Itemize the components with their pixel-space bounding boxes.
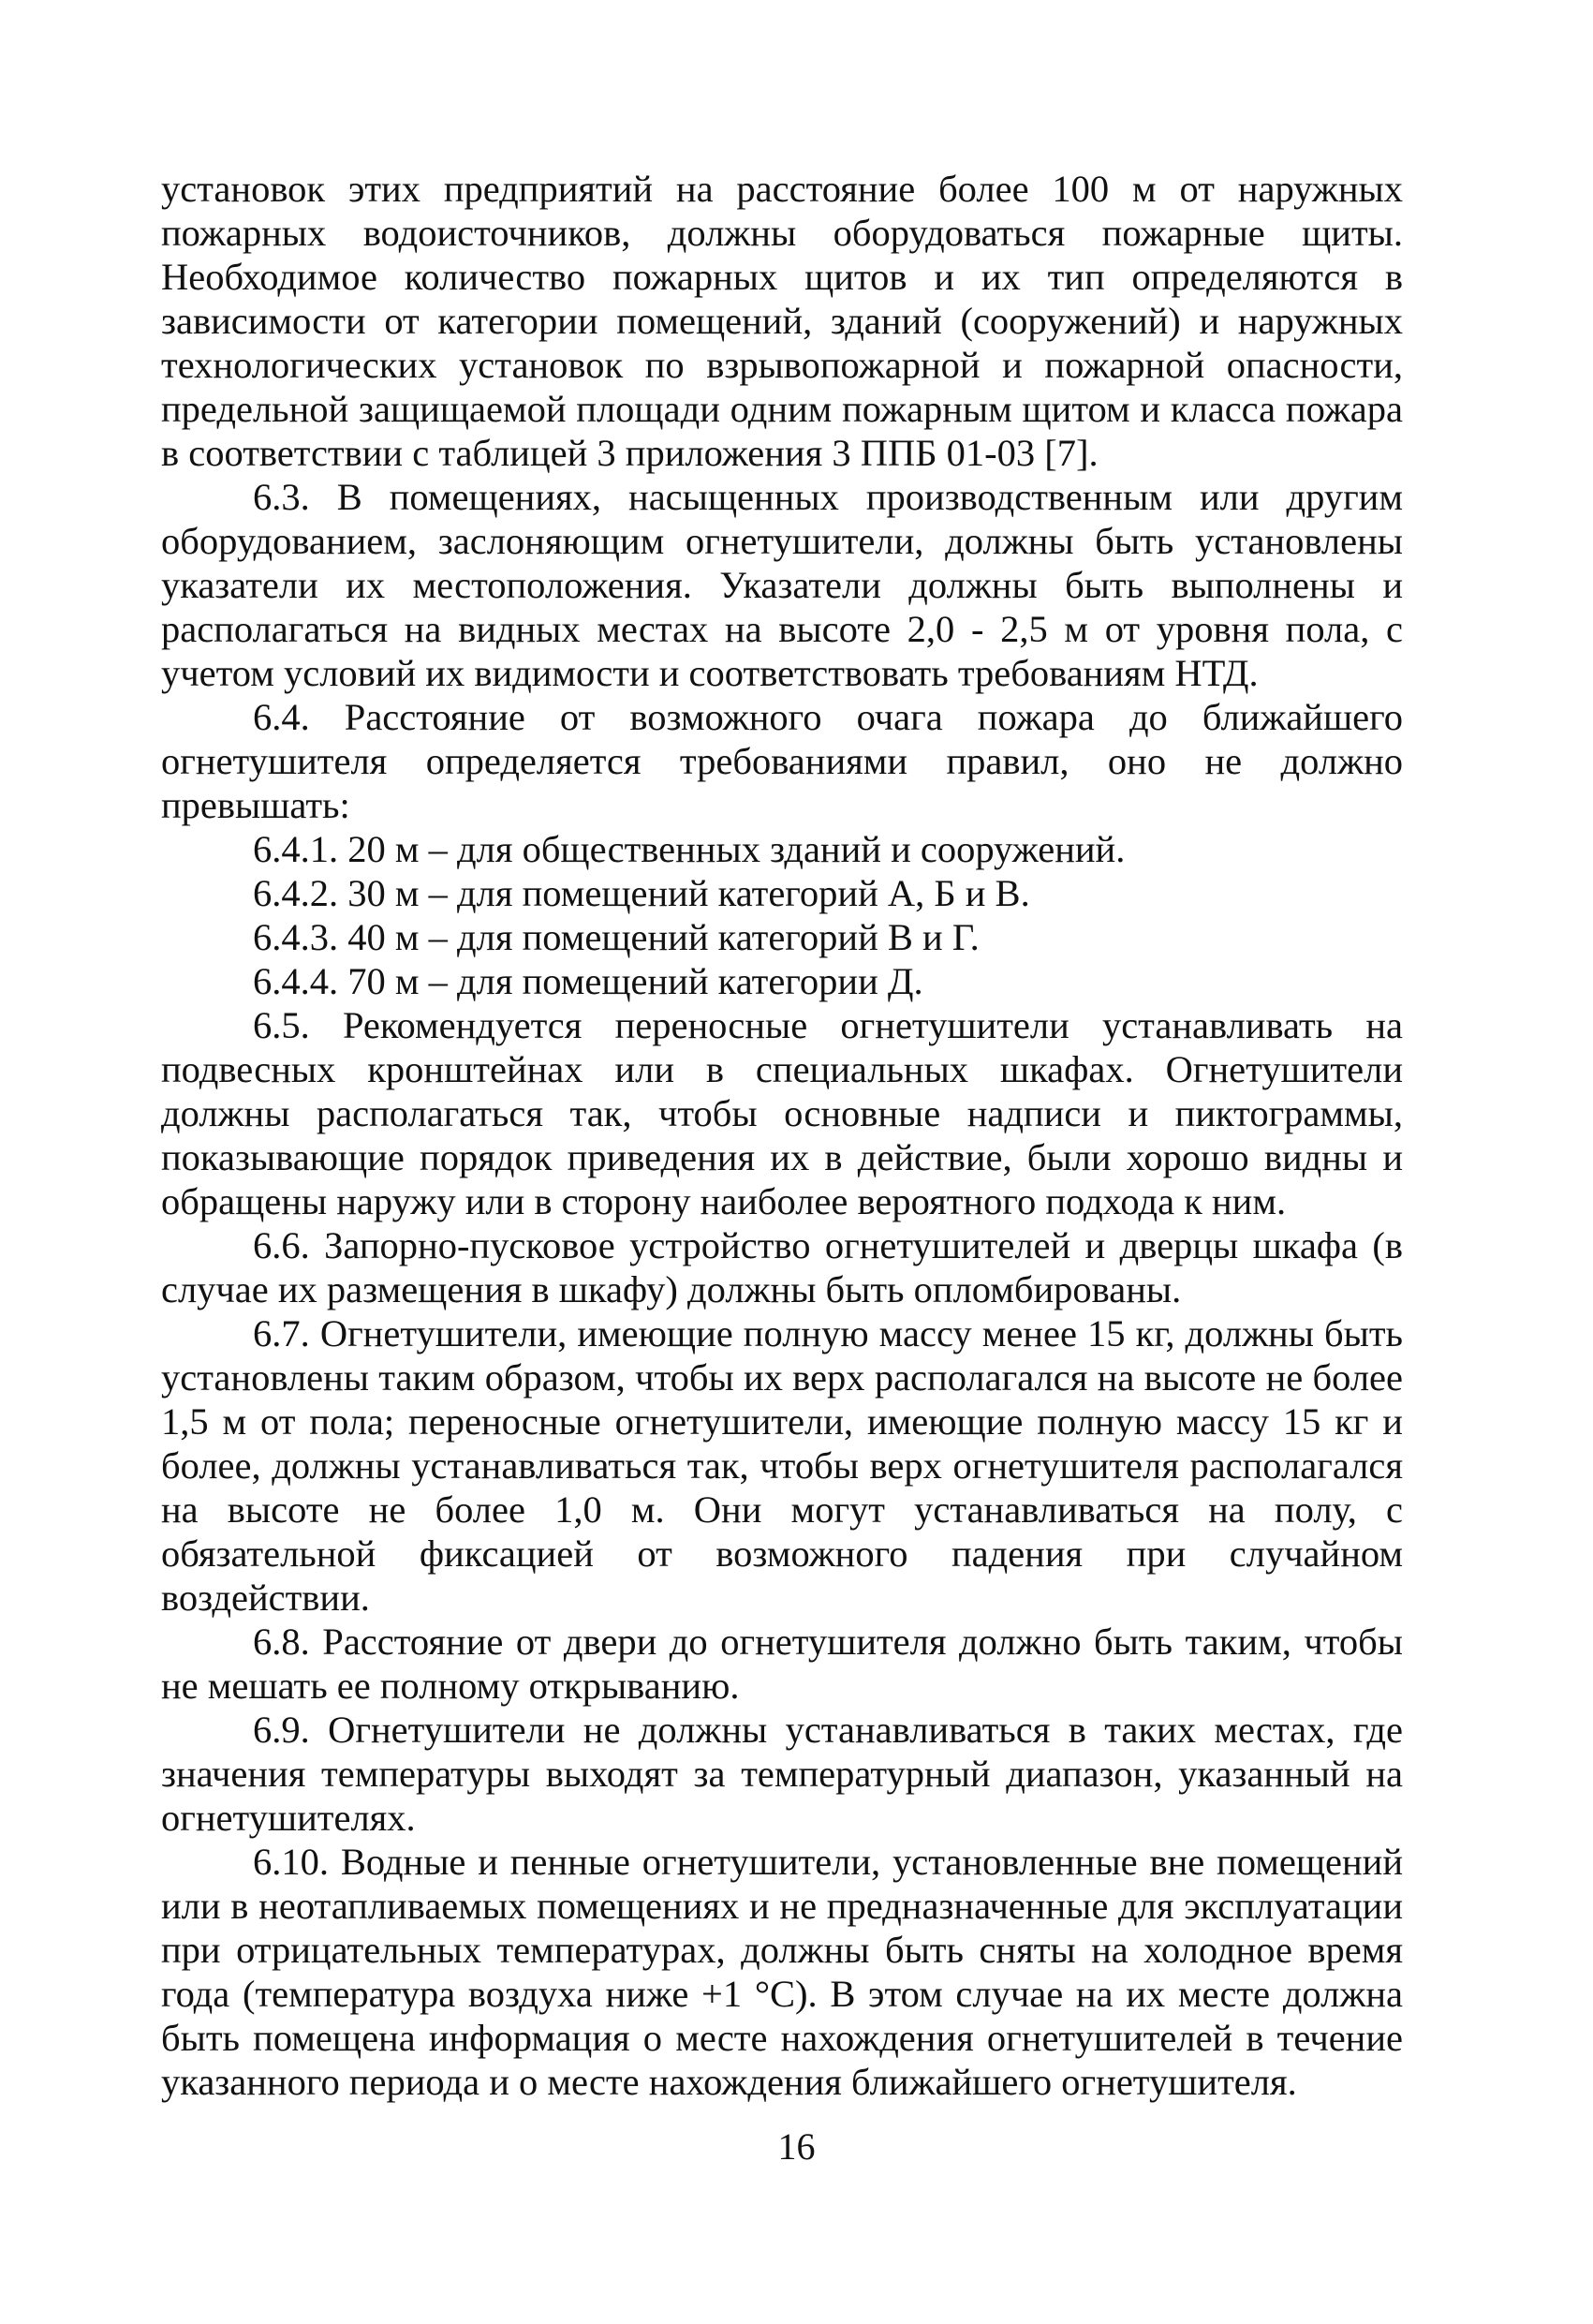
paragraph-6-10: 6.10. Водные и пенные огнетушители, установленные вне помещений или в неотапливаемых помещениях и не предназначенные для эксплуатации при отрицательных температурах, должны быть сняты на холодное время года (температура воздуха ниже +1 °С). В этом случае на их месте должна быть помещена информация о месте нахождения огнетушителей в течение указанного периода и о месте нахождения ближайшего огнетушителя. — [161, 1841, 1403, 2103]
paragraph-6-8: 6.8. Расстояние от двери до огнетушителя должно быть таким, чтобы не мешать ее полному открыванию. — [161, 1621, 1403, 1707]
paragraph-intro: установок этих предприятий на расстояние более 100 м от наружных пожарных водоисточников, должны оборудоваться пожарные щиты. Необходимое количество пожарных щитов и их тип определяются в зависимости от категории помещений, зданий (сооружений) и наружных технологических установок по взрывопожарной и пожарной опасности, предельной защищаемой площади одним пожарным щитом и класса пожара в соответствии с таблицей 3 приложения 3 ППБ 01-03 [7]. — [161, 168, 1403, 474]
paragraph-6-6: 6.6. Запорно-пусковое устройство огнетушителей и дверцы шкафа (в случае их размещения в шкафу) должны быть опломбированы. — [161, 1224, 1403, 1310]
paragraph-6-7: 6.7. Огнетушители, имеющие полную массу менее 15 кг, должны быть установлены таким образом, чтобы их верх располагался на высоте не более 1,5 м от пола; переносные огнетушители, имеющие полную массу 15 кг и более, должны устанавливаться так, чтобы верх огнетушителя располагался на высоте не более 1,0 м. Они могут устанавливаться на полу, с обязательной фиксацией от возможного падения при случайном воздействии. — [161, 1312, 1403, 1619]
paragraph-6-3: 6.3. В помещениях, насыщенных производственным или другим оборудованием, заслоняющим огнетушители, должны быть установлены указатели их местоположения. Указатели должны быть выполнены и располагаться на видных местах на высоте 2,0 - 2,5 м от уровня пола, с учетом условий их видимости и соответствовать требованиям НТД. — [161, 476, 1403, 694]
paragraph-6-4-3: 6.4.3. 40 м – для помещений категорий В и Г. — [253, 916, 980, 958]
document-body — [161, 167, 1403, 2104]
paragraph-6-4-2: 6.4.2. 30 м – для помещений категорий А, Б и В. — [253, 872, 1030, 914]
paragraph-6-4-1: 6.4.1. 20 м – для общественных зданий и сооружений. — [253, 828, 1126, 870]
paragraph-6-5: 6.5. Рекомендуется переносные огнетушители устанавливать на подвесных кронштейнах или в специальных шкафах. Огнетушители должны располагаться так, чтобы основные надписи и пиктограммы, показывающие порядок приведения их в действие, были хорошо видны и обращены наружу или в сторону наиболее вероятного подхода к ним. — [161, 1004, 1403, 1222]
page-number: 16 — [777, 2125, 816, 2168]
paragraph-6-4: 6.4. Расстояние от возможного очага пожара до ближайшего огнетушителя определяется требованиями правил, оно не должно превышать: — [161, 696, 1403, 826]
paragraph-6-9: 6.9. Огнетушители не должны устанавливаться в таких местах, где значения температуры выходят за температурный диапазон, указанный на огнетушителях. — [161, 1709, 1403, 1839]
paragraph-6-4-4: 6.4.4. 70 м – для помещений категории Д. — [253, 960, 923, 1002]
